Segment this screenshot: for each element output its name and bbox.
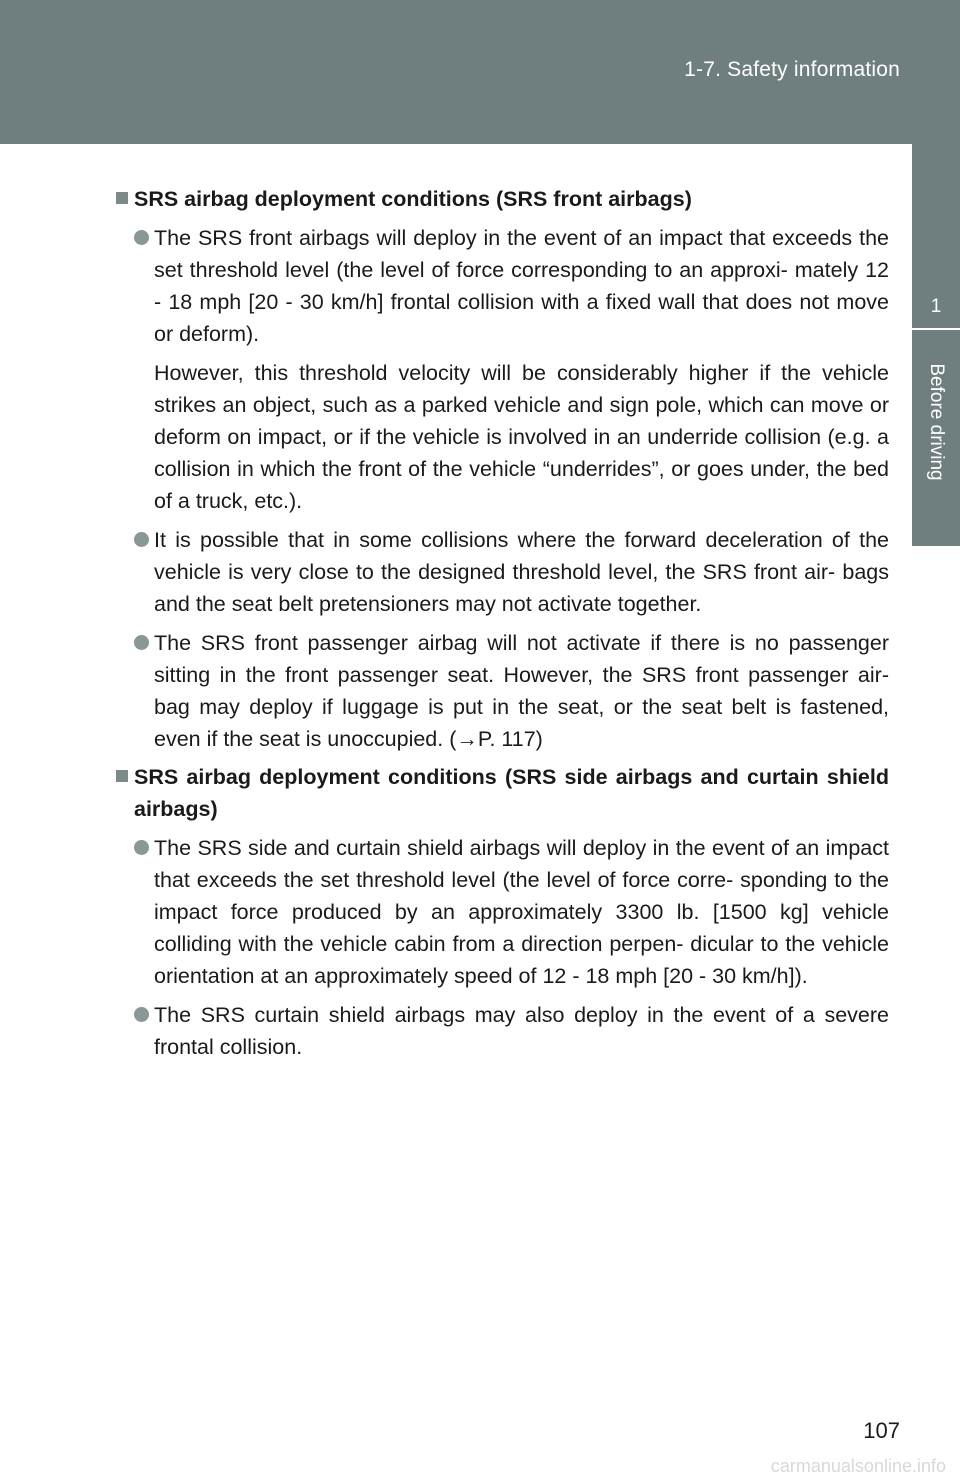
section-heading-text: SRS airbag deployment conditions (SRS front airbags) [134,187,692,211]
watermark: carmanualsonline.info [770,1456,946,1476]
bullet-text: The SRS side and curtain shield airbags will deploy in the event of an impact that exceeds the set threshold level (the level of force corre- sponding to the impact force produced by an approximately 3300 lb. [1500 kg] vehicle colliding with the vehicle cabin from a direction perpen- dicular to the vehicle orientation at an approximately speed of 12 - 18 mph [20 - 30 km/h]). [154,836,889,988]
section-title: 1-7. Safety information [684,58,900,81]
bullet-text: The SRS curtain shield airbags may also deploy in the event of a severe frontal collision. [154,1003,889,1059]
header-band [0,0,960,144]
page-number: 107 [863,1418,900,1443]
bullet-text: The SRS front airbags will deploy in the event of an impact that exceeds the set threshold level (the level of force corresponding to an approxi- mately 12 - 18 mph [20 - 30 km/h] frontal collision with a fixed wall that does not move or deform). [154,226,889,346]
bullet-text: The SRS front passenger airbag will not activate if there is no passenger sitting in the front passenger seat. However, the SRS front passenger air- bag may deploy if luggage is put in the seat, or the seat belt is fastened, even if the seat is unoccupied. (→P. 117) [154,631,889,751]
section-heading [116,183,889,215]
bullet-item [134,999,889,1063]
circle-bullet-icon [134,532,149,547]
circle-bullet-icon [134,635,149,650]
square-bullet-icon [116,770,128,782]
chapter-number: 1 [930,296,942,317]
bullet-text: It is possible that in some collisions where the forward deceleration of the vehicle is very close to the designed threshold level, the SRS front air- bags and the seat belt pretensioners may not activate together. [154,528,889,616]
circle-bullet-icon [134,230,149,245]
page-content [116,183,889,1069]
bullet-item [134,832,889,992]
section-heading [116,761,889,825]
section-front-airbags [116,183,889,755]
tab-divider [912,328,960,330]
chapter-side-tab [912,144,960,546]
bullet-item [134,524,889,620]
section-heading-text: SRS airbag deployment conditions (SRS side airbags and curtain shield airbags) [134,765,889,821]
bullet-item [134,222,889,350]
circle-bullet-icon [134,1007,149,1022]
section-side-curtain-airbags [116,761,889,1063]
circle-bullet-icon [134,840,149,855]
bullet-item [134,627,889,755]
bullet-subparagraph: However, this threshold velocity will be considerably higher if the vehicle strikes an object, such as a parked vehicle and sign pole, which can move or deform on impact, or if the vehicle is involved in an underride collision (e.g. a collision in which the front of the vehicle “underrides”, or goes under, the bed of a truck, etc.). [154,361,889,513]
square-bullet-icon [116,192,128,204]
chapter-label: Before driving [926,363,947,481]
